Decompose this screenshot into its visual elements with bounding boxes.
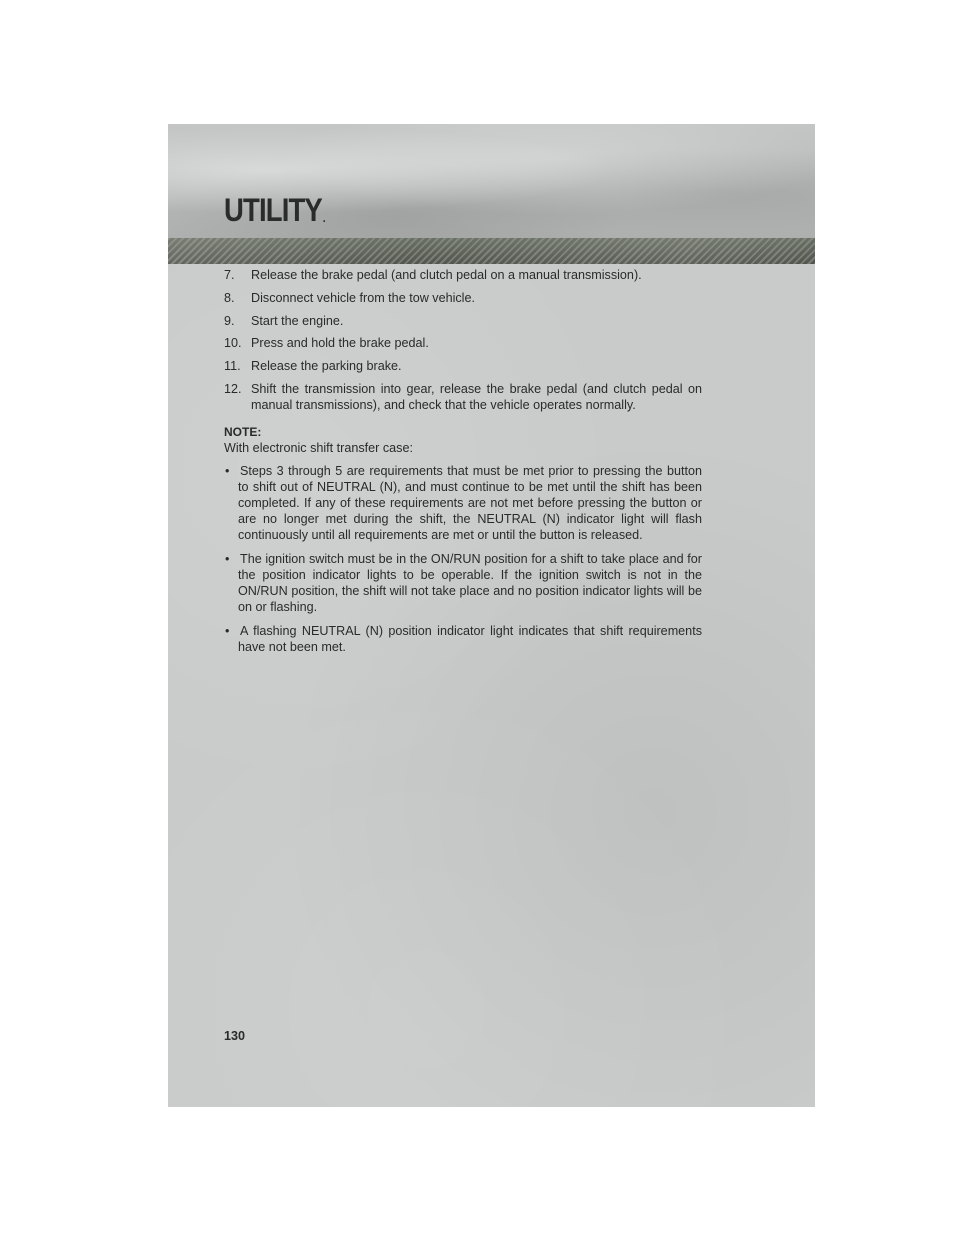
step-number: 7. (224, 268, 235, 282)
step-item (224, 267, 702, 283)
note-bullet (224, 551, 702, 615)
manual-page (168, 124, 815, 1107)
step-text: Shift the transmission into gear, release the brake pedal (and clutch pedal on manual transmissions), and check that the vehicle operates normally. (251, 381, 702, 412)
step-text: Start the engine. (251, 313, 344, 328)
page-number: 130 (224, 1029, 246, 1043)
step-text: Disconnect vehicle from the tow vehicle. (251, 290, 475, 305)
stripe-shine (168, 238, 815, 264)
step-item (224, 358, 702, 374)
note-bullet (224, 623, 702, 655)
step-number: 12. (224, 381, 242, 396)
step-item (224, 290, 702, 306)
step-number: 8. (224, 290, 235, 305)
bullet-text: The ignition switch must be in the ON/RUN position for a shift to take place and for the position indicator lights to be operable. If the ignition switch is not in the ON/RUN position, the shift will not take place and no position indicator lights will be on or flashing. (238, 551, 702, 614)
step-text: Release the parking brake. (251, 359, 402, 374)
section-title (224, 190, 324, 230)
note-bullet (224, 463, 702, 543)
step-number: 11. (224, 359, 241, 374)
step-number: 9. (224, 313, 235, 328)
bullet-text: Steps 3 through 5 are requirements that must be met prior to pressing the button to shift out of NEUTRAL (N), and must continue to be met until the shift has been completed. If any of these requirements are not met before pressing the button or are no longer met during the shift, the NEUTRAL (N) indicator light will flash continuously until all requirements are met or until the button is released. (238, 463, 702, 542)
section-title-text: UTILITY (224, 192, 322, 228)
step-text: Release the brake pedal (and clutch pedal on a manual transmission). (251, 268, 642, 282)
note-label: NOTE: (224, 424, 262, 439)
step-item (224, 381, 702, 413)
section-title-mark: . (322, 211, 325, 225)
step-number: 10. (224, 336, 242, 351)
step-item (224, 313, 702, 329)
bullet-symbol: • (225, 551, 230, 566)
bullet-symbol: • (225, 463, 230, 478)
section-header (168, 124, 815, 238)
note-intro: With electronic shift transfer case: (224, 440, 413, 455)
page-content (224, 267, 702, 663)
header-stripe-band (168, 238, 815, 264)
step-text: Press and hold the brake pedal. (251, 336, 429, 351)
step-item (224, 335, 702, 351)
bullet-symbol: • (225, 623, 230, 638)
bullet-text: A flashing NEUTRAL (N) position indicator light indicates that shift requirements have not been met. (238, 623, 702, 654)
